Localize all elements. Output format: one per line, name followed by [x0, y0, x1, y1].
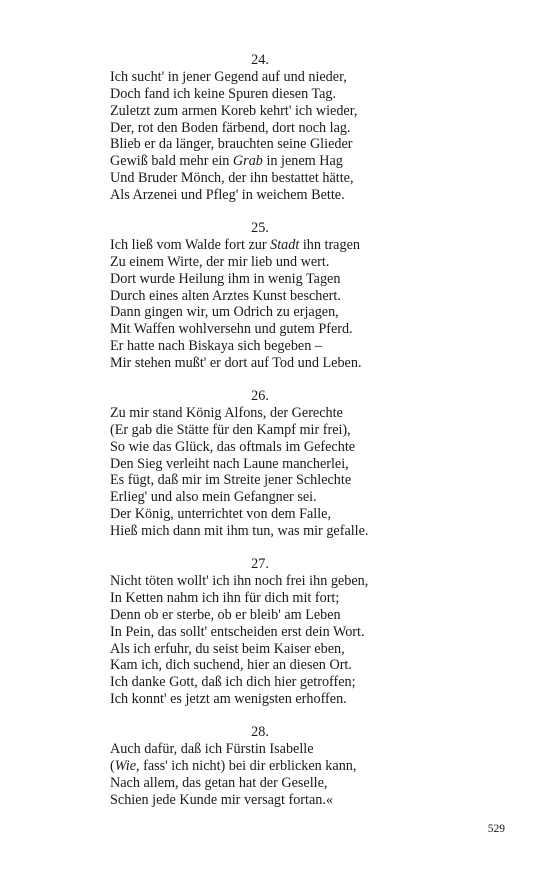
verse-text: Mir stehen mußt' er dort auf Tod und Leben. [110, 355, 362, 372]
verse-text: Ich konnt' es jetzt am wenigsten erhoffen. [110, 691, 347, 708]
verse-text: Als ich erfuhr, du seist beim Kaiser eben, [110, 640, 345, 657]
verse-text: Es fügt, daß mir im Streite jener Schlechte [110, 472, 352, 489]
stanza-number: 28. [251, 724, 269, 741]
verse-line [110, 153, 410, 170]
verse-line [110, 355, 410, 372]
verse-text: Doch fand ich keine Spuren diesen Tag. [110, 85, 337, 102]
verse-text: Er hatte nach Biskaya sich begeben – [110, 338, 322, 355]
verse-line [110, 321, 410, 338]
verse-line [110, 674, 410, 691]
verse-line [110, 69, 410, 86]
verse-line [110, 456, 410, 473]
stanza [110, 388, 410, 540]
verse-text: Denn ob er sterbe, ob er bleib' am Leben [110, 606, 341, 623]
verse-emphasis: Wie, [114, 757, 140, 774]
verse-text: in jenem Hag [262, 153, 343, 170]
verse-text: Erlieg' und also mein Gefangner sei. [110, 489, 317, 506]
verse-text: ihn tragen [299, 236, 360, 253]
verse-line [110, 120, 410, 137]
verse-text: Kam ich, dich suchend, hier an diesen Ort. [110, 657, 352, 674]
verse-line [110, 288, 410, 305]
verse-line [110, 422, 410, 439]
verse-text: Der, rot den Boden färbend, dort noch lag. [110, 119, 351, 136]
verse-line [110, 271, 410, 288]
verse-line [110, 641, 410, 658]
verse-text: In Pein, das sollt' entscheiden erst dein Wort. [110, 623, 365, 640]
verse-text: Zuletzt zum armen Koreb kehrt' ich wieder, [110, 102, 358, 119]
stanza [110, 724, 410, 808]
verse-text: Zu mir stand König Alfons, der Gerechte [110, 404, 343, 421]
verse-text: In Ketten nahm ich ihn für dich mit fort; [110, 589, 340, 606]
verse-line [110, 523, 410, 540]
stanza [110, 52, 410, 204]
verse-line [110, 439, 410, 456]
stanza-number: 26. [251, 388, 269, 405]
verse-text: Auch dafür, daß ich Fürstin Isabelle [110, 740, 314, 757]
verse-text: Ich ließ vom Walde fort zur [110, 236, 271, 253]
verse-line [110, 237, 410, 254]
verse-line [110, 170, 410, 187]
verse-line [110, 489, 410, 506]
verse-line [110, 607, 410, 624]
verse-text: ( [110, 757, 115, 774]
verse-text: Ich danke Gott, daß ich dich hier getroffen; [110, 674, 356, 691]
verse-line [110, 338, 410, 355]
stanza [110, 220, 410, 372]
page-number: 529 [487, 823, 505, 835]
verse-text: Gewiß bald mehr ein [110, 153, 233, 170]
verse-emphasis: Grab [232, 153, 263, 170]
verse-text: Ich sucht' in jener Gegend auf und nieder, [110, 68, 347, 85]
verse-text: Dort wurde Heilung ihm in wenig Tagen [110, 270, 341, 287]
verse-line [110, 103, 410, 120]
verse-line [110, 775, 410, 792]
stanza-number: 27. [251, 556, 269, 573]
verse-line [110, 506, 410, 523]
verse-line [110, 741, 410, 758]
verse-text: Und Bruder Mönch, der ihn bestattet hätte, [110, 170, 354, 187]
verse-text: (Er gab die Stätte für den Kampf mir frei), [110, 421, 351, 438]
verse-text: fass' ich nicht) bei dir erblicken kann, [139, 757, 357, 774]
verse-text: Dann gingen wir, um Odrich zu erjagen, [110, 304, 339, 321]
verse-line [110, 573, 410, 590]
verse-line [110, 405, 410, 422]
verse-line [110, 304, 410, 321]
verse-line [110, 472, 410, 489]
verse-text: Nach allem, das getan hat der Geselle, [110, 774, 328, 791]
verse-line [110, 624, 410, 641]
verse-line [110, 590, 410, 607]
verse-line [110, 136, 410, 153]
verse-text: Mit Waffen wohlversehn und gutem Pferd. [110, 321, 353, 338]
verse-line [110, 86, 410, 103]
verse-text: Durch eines alten Arztes Kunst beschert. [110, 287, 341, 304]
verse-text: Hieß mich dann mit ihm tun, was mir gefalle. [110, 523, 369, 540]
verse-line [110, 758, 410, 775]
verse-text: Blieb er da länger, brauchten seine Glieder [110, 136, 353, 153]
verse-text: Den Sieg verleiht nach Laune mancherlei, [110, 455, 349, 472]
verse-text: Der König, unterrichtet von dem Falle, [110, 506, 332, 523]
verse-text: Schien jede Kunde mir versagt fortan.« [110, 791, 333, 808]
verse-emphasis: Stadt [270, 236, 300, 253]
stanza [110, 556, 410, 708]
verse-line [110, 657, 410, 674]
verse-text: Nicht töten wollt' ich ihn noch frei ihn geben, [110, 572, 369, 589]
verse-text: So wie das Glück, das oftmals im Gefechte [110, 438, 356, 455]
verse-line [110, 792, 410, 809]
poem-page [110, 52, 410, 825]
verse-line [110, 187, 410, 204]
verse-text: Als Arzenei und Pfleg' in weichem Bette. [110, 187, 345, 204]
stanza-number: 24. [251, 52, 269, 68]
stanza-number: 25. [251, 220, 269, 237]
verse-line [110, 691, 410, 708]
verse-text: Zu einem Wirte, der mir lieb und wert. [110, 253, 330, 270]
verse-line [110, 254, 410, 271]
